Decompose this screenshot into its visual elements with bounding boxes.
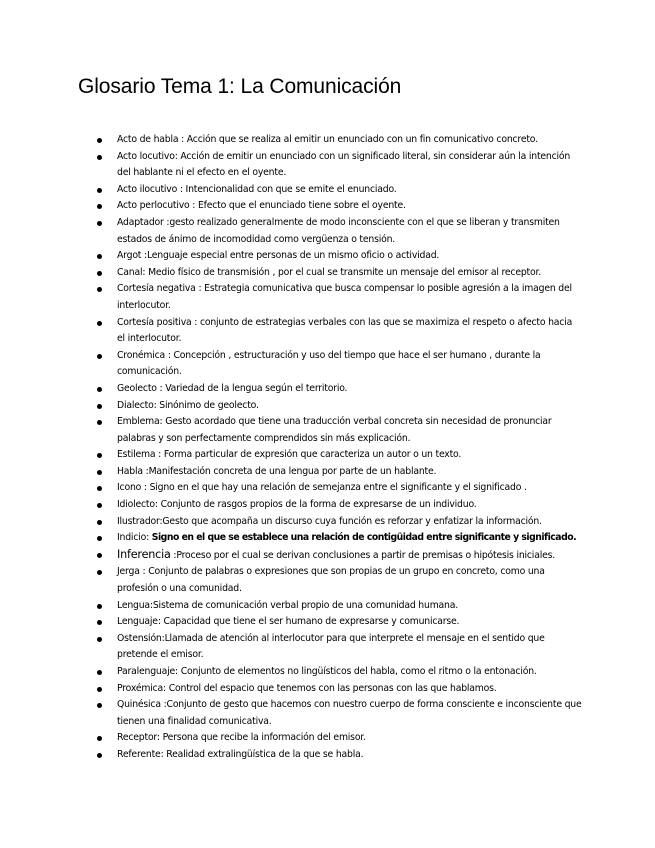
bullet-icon	[97, 604, 102, 609]
glossary-term: Habla	[117, 465, 143, 477]
term-separator: :	[170, 549, 177, 561]
list-item	[97, 614, 582, 631]
glossary-definition: Gesto acordado que tiene una traducción verbal concreta sin necesidad de pronunciar palabras y son perfectamente comprendidos sin más explicación.	[117, 416, 552, 444]
term-separator: :	[175, 666, 181, 677]
list-item	[97, 464, 582, 481]
bullet-icon	[97, 470, 102, 475]
bullet-icon	[97, 254, 102, 259]
glossary-term: Cronémica	[117, 349, 166, 361]
glossary-term: Icono	[117, 482, 142, 494]
term-separator: :	[163, 216, 170, 228]
bullet-icon	[97, 753, 102, 758]
glossary-term: Dialecto	[117, 399, 154, 411]
list-item	[97, 381, 582, 398]
bullet-icon	[97, 703, 102, 708]
glossary-term: Acto perlocutivo	[117, 200, 190, 212]
bullet-icon	[97, 221, 102, 226]
bullet-icon	[97, 620, 102, 625]
term-separator: :	[139, 566, 149, 578]
glossary-term: Jerga	[117, 566, 140, 578]
list-item	[97, 598, 582, 615]
glossary-definition: Control del espacio que tenemos con las personas con las que hablamos.	[168, 682, 497, 694]
bullet-icon	[97, 503, 102, 508]
glossary-term: Lengua	[117, 599, 150, 611]
glossary-definition: Estrategia comunicativa que busca compensar lo posible agresión a la imagen del interlocutor.	[117, 283, 572, 311]
bullet-icon	[97, 387, 102, 392]
term-separator: :	[160, 748, 167, 760]
term-separator: :	[178, 134, 187, 145]
bullet-icon	[97, 570, 102, 575]
glossary-term: Acto locutivo	[117, 150, 175, 162]
list-item	[97, 248, 582, 265]
term-separator: :	[159, 416, 166, 428]
glossary-definition: Sistema de comunicación verbal propio de una comunidad humana.	[152, 599, 458, 611]
glossary-definition: Conjunto de elementos no lingüísticos del habla, como el ritmo o la entonación.	[180, 666, 537, 677]
term-separator: :	[195, 283, 205, 295]
glossary-definition: Signo en el que hay una relación de semejanza entre el significante y el significado .	[149, 482, 527, 494]
list-item	[97, 414, 582, 447]
term-separator: :	[163, 682, 169, 694]
list-item	[97, 198, 582, 215]
bullet-icon	[97, 204, 102, 209]
glossary-definition: Gesto que acompaña un discurso cuya función es reforzar y enfatizar la información.	[162, 515, 542, 527]
bullet-icon	[97, 553, 102, 558]
list-item	[97, 215, 582, 248]
glossary-term: Geolecto	[117, 382, 157, 394]
glossary-term: Receptor	[117, 732, 157, 744]
term-separator: :	[146, 532, 152, 544]
glossary-definition: Proceso por el cual se derivan conclusiones a partir de premisas o hipótesis iniciales.	[176, 549, 555, 561]
glossary-definition: Persona que recibe la información del emisor.	[162, 732, 366, 744]
glossary-definition: Variedad de la lengua según el territorio.	[165, 382, 348, 394]
glossary-definition: Signo en el que se establece una relación de contigüidad entre significante y significado.	[151, 532, 577, 544]
glossary-definition: Concepción , estructuración y uso del tiempo que hace el ser humano , durante la comunicación.	[117, 349, 541, 378]
glossary-definition: Capacidad que tiene el ser humano de expresarse y comunicarse.	[163, 616, 460, 628]
bullet-icon	[97, 321, 102, 326]
list-item	[97, 631, 582, 664]
list-item	[97, 547, 582, 565]
term-separator: :	[159, 515, 163, 527]
glossary-definition: Intencionalidad con que se emite el enunciado.	[185, 183, 397, 195]
glossary-term: Inferencia	[117, 547, 171, 561]
list-item	[97, 697, 582, 730]
page-title: Glosario Tema 1: La Comunicación	[78, 75, 402, 98]
list-item	[97, 564, 582, 597]
list-item	[97, 681, 582, 698]
list-item	[97, 132, 582, 149]
term-separator: :	[153, 399, 160, 411]
bullet-icon	[97, 670, 102, 675]
bullet-icon	[97, 736, 102, 741]
glossary-list	[97, 132, 582, 764]
list-item	[97, 747, 582, 764]
term-separator: :	[174, 150, 181, 162]
glossary-definition: gesto realizado generalmente de modo inconsciente con el que se liberan y transmiten estados de ánimo de incomodidad como vergüenza o tensión.	[117, 216, 560, 245]
glossary-term: Cortesía negativa	[117, 283, 196, 295]
list-item	[97, 480, 582, 497]
bullet-icon	[97, 453, 102, 458]
list-item	[97, 730, 582, 747]
bullet-icon	[97, 188, 102, 193]
list-item	[97, 281, 582, 314]
list-item	[97, 530, 582, 547]
term-separator: :	[142, 266, 149, 278]
glossary-term: Ilustrador	[117, 515, 160, 527]
glossary-term: Cortesía positiva	[117, 316, 192, 328]
list-item	[97, 664, 582, 681]
list-item	[97, 447, 582, 464]
glossary-term: Canal	[117, 266, 143, 278]
term-separator: :	[154, 499, 161, 511]
list-item	[97, 265, 582, 282]
glossary-definition: Conjunto de gesto que hacemos con nuestro cuerpo de forma consciente e inconsciente que tienen una finalidad comunicativa.	[117, 699, 582, 727]
term-separator: :	[141, 482, 150, 494]
bullet-icon	[97, 404, 102, 409]
glossary-definition: Realidad extralingüística de la que se habla.	[166, 748, 364, 760]
term-separator: :	[157, 616, 164, 628]
glossary-definition: Acción de emitir un enunciado con un significado literal, sin considerar aún la intención del hablante ni el efecto en el oyente.	[117, 150, 571, 179]
bullet-icon	[97, 520, 102, 525]
glossary-term: Emblema	[117, 416, 160, 428]
term-separator: :	[177, 183, 186, 195]
term-separator: :	[141, 250, 147, 262]
term-separator: :	[142, 465, 149, 477]
glossary-term: Idiolecto	[117, 499, 155, 511]
list-item	[97, 315, 582, 348]
term-separator: :	[149, 599, 153, 611]
bullet-icon	[97, 138, 102, 143]
glossary-definition: Llamada de atención al interlocutor para que interprete el mensaje en el sentido que pretende el emisor.	[117, 632, 545, 661]
glossary-definition: Efecto que el enunciado tiene sobre el oyente.	[198, 200, 406, 212]
glossary-term: Quinésica	[117, 699, 161, 711]
glossary-term: Acto de habla	[117, 134, 179, 145]
list-item	[97, 398, 582, 415]
glossary-term: Ostensión	[117, 632, 162, 644]
glossary-term: Paralenguaje	[117, 666, 175, 677]
glossary-term: Argot	[117, 250, 142, 262]
term-separator: :	[191, 316, 200, 328]
term-separator: :	[161, 632, 165, 644]
glossary-definition: Conjunto de palabras o expresiones que son propias de un grupo en concreto, como una profesión o una comunidad.	[117, 566, 545, 595]
glossary-term: Acto ilocutivo	[117, 183, 178, 195]
bullet-icon	[97, 536, 102, 541]
glossary-term: Indicio	[117, 532, 147, 544]
term-separator: :	[189, 200, 198, 212]
list-item	[97, 182, 582, 199]
term-separator: :	[160, 699, 167, 711]
glossary-definition: Acción que se realiza al emitir un enunciado con un fin comunicativo concreto.	[186, 134, 538, 145]
glossary-definition: Manifestación concreta de una lengua por parte de un hablante.	[148, 465, 437, 477]
term-separator: :	[165, 349, 174, 361]
glossary-term: Lenguaje	[117, 616, 158, 628]
list-item	[97, 348, 582, 381]
glossary-term: Referente	[117, 748, 161, 760]
bullet-icon	[97, 486, 102, 491]
list-item	[97, 497, 582, 514]
bullet-icon	[97, 287, 102, 292]
list-item	[97, 514, 582, 531]
glossary-term: Proxémica	[117, 682, 164, 694]
bullet-icon	[97, 271, 102, 276]
glossary-term: Estilema	[117, 449, 156, 461]
glossary-term: Adaptador	[117, 216, 164, 228]
glossary-definition: Lenguaje especial entre personas de un mismo oficio o actividad.	[146, 250, 440, 262]
glossary-definition: Medio físico de transmisión , por el cual se transmite un mensaje del emisor al receptor.	[148, 266, 541, 278]
bullet-icon	[97, 420, 102, 425]
glossary-definition: Conjunto de rasgos propios de la forma de expresarse de un individuo.	[160, 499, 477, 511]
bullet-icon	[97, 637, 102, 642]
bullet-icon	[97, 687, 102, 692]
bullet-icon	[97, 354, 102, 359]
bullet-icon	[97, 155, 102, 160]
term-separator: :	[155, 449, 164, 461]
term-separator: :	[156, 732, 163, 744]
list-item	[97, 149, 582, 182]
glossary-definition: conjunto de estrategias verbales con las que se maximiza el respeto o afecto hacia el interlocutor.	[117, 316, 573, 345]
glossary-definition: Sinónimo de geolecto.	[159, 399, 259, 411]
glossary-definition: Forma particular de expresión que caracteriza un autor o un texto.	[163, 449, 462, 461]
term-separator: :	[156, 382, 166, 394]
